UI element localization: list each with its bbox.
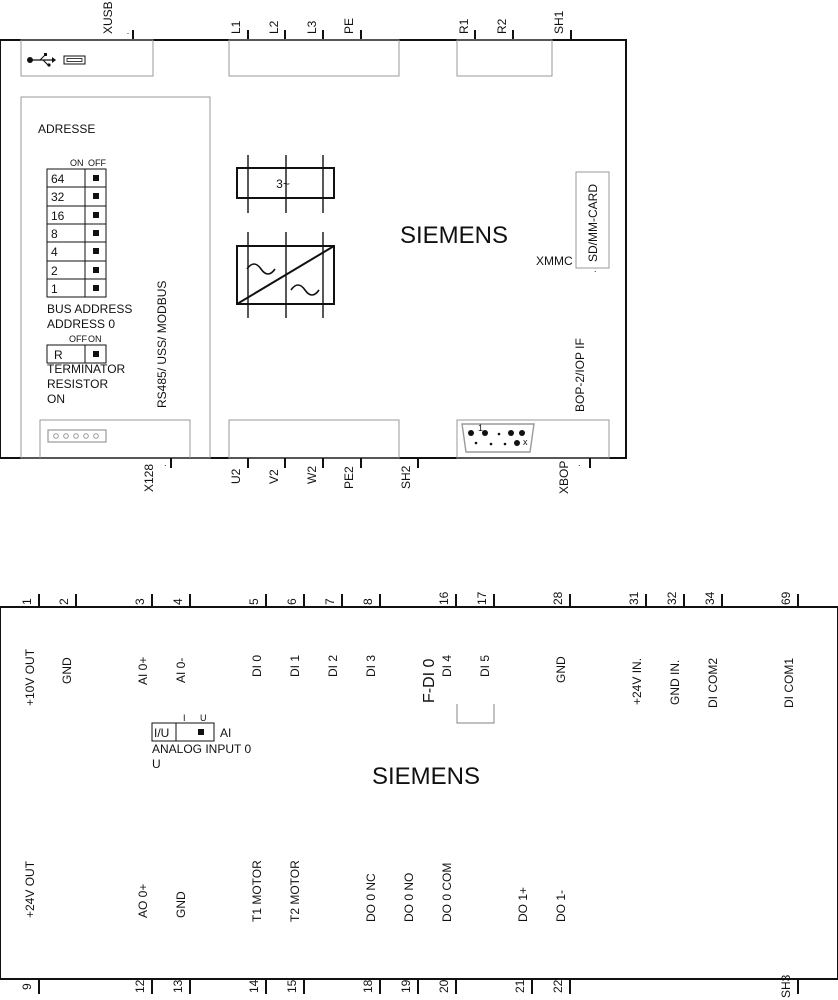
terminal-num-15: 15 (285, 979, 299, 993)
terminal-num-21: 21 (513, 979, 527, 993)
dip-value-1: 1 (51, 282, 58, 296)
terminator-label-2: RESISTOR (47, 377, 109, 391)
brake-connector-area (457, 40, 552, 76)
dip-value-4: 4 (51, 245, 58, 259)
terminal-u2: U2 (229, 468, 243, 484)
label-t1-motor: T1 MOTOR (250, 860, 264, 922)
bop-interface-label: BOP-2/IOP IF (573, 338, 587, 412)
label-di5: DI 5 (478, 654, 492, 677)
analog-input-mode: U (152, 757, 161, 771)
xusb-connector-area (21, 40, 153, 76)
terminal-num-3: 3 (133, 598, 147, 605)
dip-switch-1[interactable] (93, 285, 99, 291)
xbop-dot: . (578, 458, 581, 468)
terminal-sh2: SH2 (399, 465, 413, 489)
top-terminal-labels (23, 648, 796, 708)
mains-connector-area (229, 40, 399, 76)
converter-symbol (237, 232, 334, 318)
terminal-num-8: 8 (361, 598, 375, 605)
terminator-label-1: TERMINATOR (47, 362, 126, 376)
dip-value-32: 32 (51, 190, 65, 204)
usb-port-icon (64, 56, 85, 64)
terminator-switch (47, 345, 106, 363)
terminal-sh3: SH3 (779, 974, 793, 998)
label-do1-minus: DO 1- (554, 889, 568, 922)
dip-value-64: 64 (51, 172, 65, 186)
terminal-num-28: 28 (551, 591, 565, 605)
dip-switch-8[interactable] (93, 230, 99, 236)
terminal-l2: L2 (267, 20, 281, 34)
fdi0-label: F-DI 0 (421, 658, 438, 703)
siemens-brand-top: SIEMENS (399, 222, 509, 249)
terminal-num-32: 32 (665, 591, 679, 605)
label-di-com2: DI COM2 (706, 657, 720, 708)
terminal-num-5: 5 (247, 598, 261, 605)
sub-d-pin1-label: 1 (478, 423, 484, 433)
bottom-terminal-numbers (20, 974, 798, 998)
label-di0: DI 0 (250, 654, 264, 677)
ac-output-icon (291, 285, 319, 295)
terminal-num-4: 4 (171, 598, 185, 605)
dip-value-16: 16 (51, 209, 65, 223)
terminal-r1: R1 (457, 18, 471, 34)
label-do1-plus: DO 1+ (516, 886, 530, 922)
usb-icon (27, 53, 56, 67)
terminal-xbop: XBOP (557, 460, 571, 494)
dip-switch-32[interactable] (93, 193, 99, 199)
dip-header-off: OFF (88, 158, 106, 168)
label-10v-out: +10V OUT (23, 648, 37, 706)
bottom-terminal-labels (23, 860, 568, 922)
label-di3: DI 3 (364, 654, 378, 677)
label-ao0-plus: AO 0+ (136, 883, 150, 918)
bus-address-value: ADDRESS 0 (47, 317, 116, 331)
motor-label: 3~ (276, 177, 290, 191)
label-gnd-in: GND IN. (668, 659, 682, 705)
dip-switch-2[interactable] (93, 267, 99, 273)
dip-value-2: 2 (51, 264, 58, 278)
terminal-num-13: 13 (171, 979, 185, 993)
dip-header-on: ON (70, 158, 84, 168)
rs485-label: RS485/ USS/ MODBUS (155, 280, 169, 408)
term-header-on: ON (88, 334, 102, 344)
motor-connector-area (229, 420, 399, 458)
terminal-num-34: 34 (703, 591, 717, 605)
x128-dot: . (164, 458, 167, 468)
label-t2-motor: T2 MOTOR (288, 860, 302, 922)
terminal-num-6: 6 (285, 598, 299, 605)
dip-switch-4[interactable] (93, 248, 99, 254)
label-di-com1: DI COM1 (782, 657, 796, 708)
terminal-num-7: 7 (323, 598, 337, 605)
terminal-pe2: PE2 (342, 466, 356, 489)
analog-input-switch (152, 713, 251, 771)
terminator-switch-toggle[interactable] (93, 351, 99, 357)
top-terminal-numbers (20, 591, 798, 607)
label-gnd-28: GND (554, 656, 568, 683)
analog-switch-i: I (183, 713, 186, 723)
term-header-off: OFF (69, 334, 87, 344)
sd-card-label: SD/MM-CARD (586, 184, 600, 262)
top-terminal-strip (101, 1, 571, 40)
terminal-sh1: SH1 (552, 10, 566, 34)
label-24v-in: +24V IN. (630, 657, 644, 705)
dip-switch-64[interactable] (93, 175, 99, 181)
dip-value-8: 8 (51, 227, 58, 241)
fdi0-bracket (457, 704, 494, 723)
bus-address-label: BUS ADDRESS (47, 302, 133, 316)
terminal-num-31: 31 (627, 591, 641, 605)
terminal-num-22: 22 (551, 979, 565, 993)
xmmc-label: XMMC (536, 254, 573, 268)
label-do0-nc: DO 0 NC (364, 873, 378, 922)
control-unit-top (0, 1, 626, 494)
terminator-switch-label: R (54, 348, 63, 362)
terminal-num-20: 20 (437, 979, 451, 993)
terminal-num-19: 19 (399, 979, 413, 993)
terminal-w2: W2 (305, 466, 319, 484)
rs485-port-icon (48, 430, 106, 442)
bottom-terminal-strip (142, 458, 590, 494)
sd-card-dot: . (594, 264, 597, 274)
terminator-label-3: ON (47, 392, 65, 406)
label-do0-com: DO 0 COM (440, 862, 454, 922)
sub-d-pinx-label: x (523, 437, 528, 447)
terminal-r2: R2 (495, 18, 509, 34)
terminal-x128: X128 (142, 463, 156, 492)
analog-switch-toggle[interactable] (198, 729, 204, 735)
analog-switch-u: U (200, 713, 207, 723)
terminal-num-18: 18 (361, 979, 375, 993)
label-gnd-13: GND (174, 891, 188, 918)
label-do0-no: DO 0 NO (402, 872, 416, 922)
label-di2: DI 2 (326, 654, 340, 677)
terminal-num-12: 12 (133, 979, 147, 993)
terminal-num-17: 17 (475, 591, 489, 605)
analog-input-label: ANALOG INPUT 0 (152, 742, 252, 756)
analog-switch-right-label: AI (220, 726, 232, 740)
label-ai0-plus: AI 0+ (136, 656, 150, 685)
ac-input-icon (247, 264, 275, 274)
terminal-num-9: 9 (20, 983, 34, 990)
terminal-l1: L1 (229, 20, 243, 34)
terminal-num-1: 1 (20, 598, 34, 605)
sub-d-connector-icon (462, 423, 534, 452)
label-di4: DI 4 (440, 654, 454, 677)
dip-switch-16[interactable] (93, 212, 99, 218)
label-ai0-minus: AI 0- (174, 657, 188, 683)
terminal-xusb: XUSB (101, 1, 115, 34)
terminal-num-14: 14 (247, 979, 261, 993)
terminal-v2: V2 (267, 469, 281, 484)
address-title: ADRESSE (38, 122, 96, 136)
siemens-brand-bottom: SIEMENS (371, 763, 481, 790)
dip-switch-block (47, 169, 106, 297)
terminal-board-bottom (0, 591, 838, 998)
terminal-l3: L3 (305, 20, 319, 34)
terminal-num-2: 2 (57, 598, 71, 605)
terminal-num-16: 16 (437, 591, 451, 605)
xusb-dot: . (126, 26, 130, 36)
analog-switch-left-label: I/U (154, 726, 170, 740)
terminal-pe: PE (342, 17, 356, 34)
rs485-connector-area (40, 420, 190, 458)
motor-symbol (237, 155, 334, 213)
label-24v-out: +24V OUT (23, 860, 37, 918)
terminal-num-69: 69 (779, 591, 793, 605)
label-di1: DI 1 (288, 654, 302, 677)
label-gnd-2: GND (60, 657, 74, 684)
